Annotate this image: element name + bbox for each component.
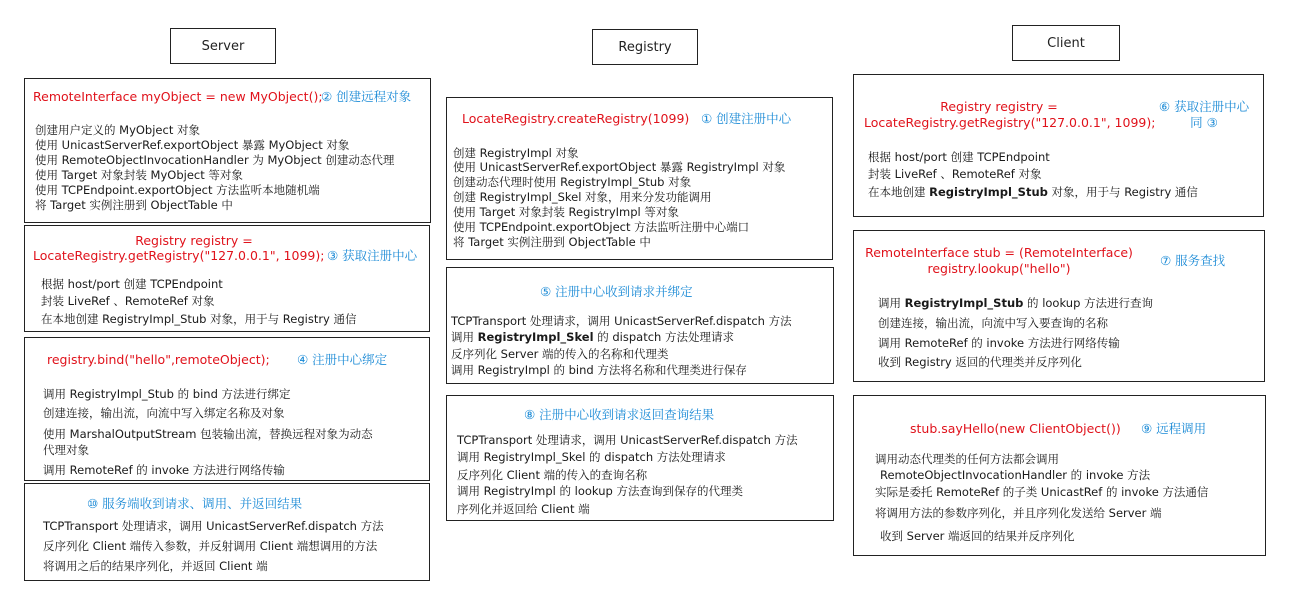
text-line: 调用 RegistryImpl_Stub 的 bind 方法进行绑定 <box>43 387 291 401</box>
text-part: 调用 <box>451 330 478 344</box>
step-label: ③ 获取注册中心 <box>327 248 418 263</box>
step-label: ① 创建注册中心 <box>701 111 792 126</box>
client-header: Client <box>1012 25 1120 61</box>
text-line: 使用 TCPEndpoint.exportObject 方法监听注册中心端口 <box>453 220 750 234</box>
step-label: ⑥ 获取注册中心 <box>1158 99 1250 114</box>
server-bind-box <box>24 337 430 481</box>
code-line: LocateRegistry.createRegistry(1099) <box>462 111 690 126</box>
text-line: 调用 RegistryImpl 的 bind 方法将名称和代理类进行保存 <box>451 363 747 377</box>
step-label: ⑨ 远程调用 <box>1141 421 1207 436</box>
code-line: Registry registry = <box>135 233 253 248</box>
text-line: 将调用方法的参数序列化，并且序列化发送给 Server 端 <box>875 506 1162 520</box>
class-name: RegistryImpl_Stub <box>929 185 1048 199</box>
text-line: 创建 RegistryImpl 对象 <box>453 146 579 160</box>
text-line: 使用 UnicastServerRef.exportObject 暴露 RegistryImpl 对象 <box>453 160 786 174</box>
text-line: 代理对象 <box>43 443 89 457</box>
text-line: 收到 Registry 返回的代理类并反序列化 <box>878 355 1082 369</box>
text-line: 将 Target 实例注册到 ObjectTable 中 <box>35 198 233 212</box>
step-label: ④ 注册中心绑定 <box>297 352 388 367</box>
text-line: 使用 RemoteObjectInvocationHandler 为 MyObject 创建动态代理 <box>35 153 395 167</box>
text-line: TCPTransport 处理请求，调用 UnicastServerRef.dispatch 方法 <box>457 433 798 447</box>
registry-create-box <box>446 97 833 260</box>
text-line: 反序列化 Server 端的传入的名称和代理类 <box>451 347 669 361</box>
text-line: 使用 MarshalOutputStream 包装输出流，替换远程对象为动态 <box>43 427 373 441</box>
text-part: 的 lookup 方法进行查询 <box>1023 296 1154 310</box>
text-line: RemoteObjectInvocationHandler 的 invoke 方法 <box>880 468 1151 482</box>
registry-lookup-received-box <box>446 395 834 521</box>
text-line: 根据 host/port 创建 TCPEndpoint <box>868 150 1050 164</box>
text-line: 收到 Server 端返回的结果并反序列化 <box>880 529 1075 543</box>
text-line: 封装 LiveRef 、RemoteRef 对象 <box>868 167 1042 181</box>
class-name: RegistryImpl_Skel <box>477 330 594 344</box>
text-line: 序列化并返回给 Client 端 <box>457 502 590 516</box>
text-line: 创建连接，输出流，向流中写入绑定名称及对象 <box>43 406 285 420</box>
text-line: 调用动态代理类的任何方法都会调用 <box>875 452 1059 466</box>
text-line: 调用 RegistryImpl_Skel 的 dispatch 方法处理请求 <box>457 450 726 464</box>
code-line: LocateRegistry.getRegistry("127.0.0.1", 1099); <box>33 248 325 263</box>
text-line: 使用 UnicastServerRef.exportObject 暴露 MyObject 对象 <box>35 138 350 152</box>
step-label: ⑩ 服务端收到请求、调用、并返回结果 <box>87 496 303 511</box>
text-line <box>878 296 1153 311</box>
step-label: ⑧ 注册中心收到请求返回查询结果 <box>524 407 715 422</box>
code-line: stub.sayHello(new ClientObject()) <box>910 421 1121 436</box>
client-get-registry-box <box>853 74 1264 217</box>
step-label: 同 ③ <box>1190 115 1218 130</box>
text-line: 调用 RemoteRef 的 invoke 方法进行网络传输 <box>43 463 285 477</box>
text-line: 封装 LiveRef 、RemoteRef 对象 <box>41 294 215 308</box>
text-line <box>868 185 1198 200</box>
text-part: 在本地创建 <box>868 185 930 199</box>
text-line: TCPTransport 处理请求，调用 UnicastServerRef.dispatch 方法 <box>43 519 384 533</box>
step-label: ⑤ 注册中心收到请求并绑定 <box>540 284 693 299</box>
server-get-registry-box <box>24 225 430 332</box>
text-line: 将 Target 实例注册到 ObjectTable 中 <box>453 235 651 249</box>
code-line: RemoteInterface myObject = new MyObject(); <box>33 89 323 104</box>
text-line: 反序列化 Client 端的传入的查询名称 <box>457 468 648 482</box>
step-label: ⑦ 服务查找 <box>1160 253 1226 268</box>
text-part: 调用 <box>878 296 905 310</box>
code-line: registry.bind("hello",remoteObject); <box>47 352 270 367</box>
text-line: 使用 Target 对象封装 RegistryImpl 等对象 <box>453 205 679 219</box>
client-lookup-box <box>853 230 1265 382</box>
registry-bind-received-box <box>446 267 834 384</box>
text-line: 创建 RegistryImpl_Skel 对象，用来分发功能调用 <box>453 190 712 204</box>
text-line: 使用 TCPEndpoint.exportObject 方法监听本地随机端 <box>35 183 320 197</box>
server-create-object-box <box>24 78 431 223</box>
step-label: ② 创建远程对象 <box>321 89 412 104</box>
class-name: RegistryImpl_Stub <box>904 296 1024 310</box>
server-handle-call-box <box>24 483 430 581</box>
text-part: 的 dispatch 方法处理请求 <box>593 330 734 344</box>
code-line: registry.lookup("hello") <box>927 261 1071 276</box>
text-line <box>451 330 734 345</box>
code-line: Registry registry = <box>940 99 1058 114</box>
text-line: 创建连接，输出流，向流中写入要查询的名称 <box>878 316 1108 330</box>
text-line: 将调用之后的结果序列化，并返回 Client 端 <box>43 559 268 573</box>
text-line: 反序列化 Client 端传入参数，并反射调用 Client 端想调用的方法 <box>43 539 378 553</box>
code-line: LocateRegistry.getRegistry("127.0.0.1", 1099); <box>864 115 1156 130</box>
text-line: 使用 Target 对象封装 MyObject 等对象 <box>35 168 243 182</box>
registry-header: Registry <box>592 29 698 65</box>
text-line: 创建用户定义的 MyObject 对象 <box>35 123 200 137</box>
text-line: 调用 RegistryImpl 的 lookup 方法查询到保存的代理类 <box>457 484 743 498</box>
text-line: 调用 RemoteRef 的 invoke 方法进行网络传输 <box>878 336 1120 350</box>
text-line: TCPTransport 处理请求，调用 UnicastServerRef.dispatch 方法 <box>451 314 792 328</box>
text-line: 在本地创建 RegistryImpl_Stub 对象，用于与 Registry 通信 <box>41 312 357 326</box>
text-line: 根据 host/port 创建 TCPEndpoint <box>41 277 223 291</box>
client-invoke-box <box>853 395 1266 556</box>
text-part: 对象，用于与 Registry 通信 <box>1047 185 1198 199</box>
code-line: RemoteInterface stub = (RemoteInterface) <box>865 245 1133 260</box>
server-header: Server <box>170 28 276 64</box>
text-line: 实际是委托 RemoteRef 的子类 UnicastRef 的 invoke 方法通信 <box>875 485 1209 499</box>
text-line: 创建动态代理时使用 RegistryImpl_Stub 对象 <box>453 175 692 189</box>
